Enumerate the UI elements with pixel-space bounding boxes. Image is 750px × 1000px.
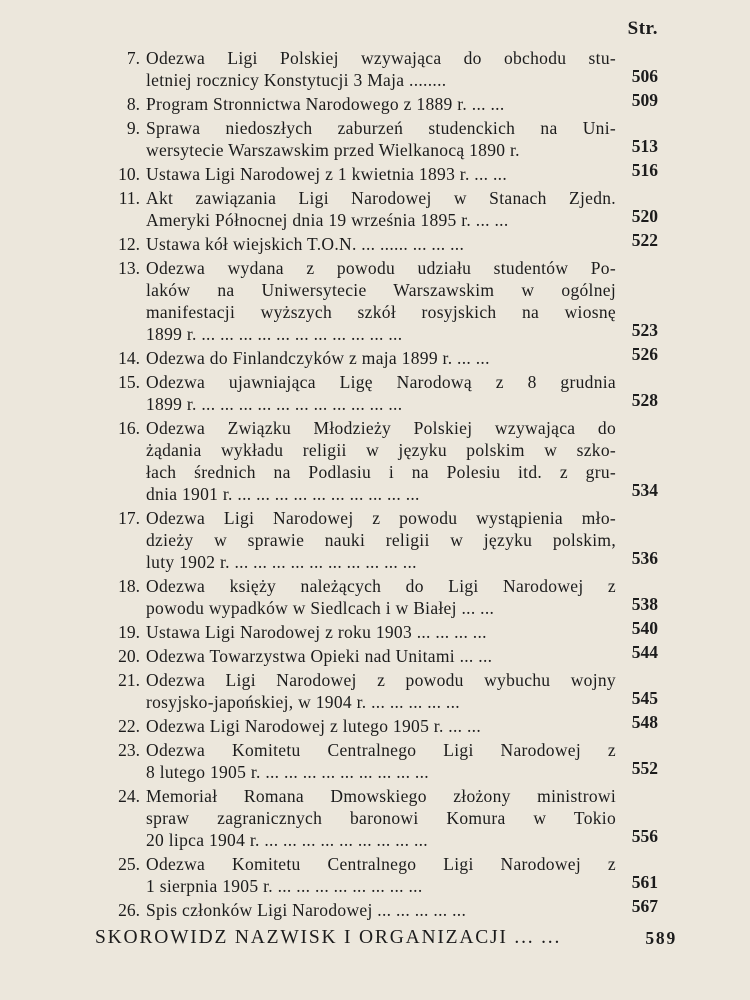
toc-entry-title — [146, 47, 616, 91]
toc-entry — [0, 669, 750, 713]
index-entry-page: 589 — [645, 928, 677, 948]
toc-entry-title — [146, 899, 616, 921]
toc-entry — [0, 117, 750, 161]
toc-entry-title — [146, 715, 616, 737]
toc-entry-line: 1899 r. ... ... ... ... ... ... ... ... ... ... ... — [146, 324, 403, 344]
toc-entry — [0, 618, 750, 643]
toc-entry-title — [146, 233, 616, 255]
toc-entry-line: Ustawa Ligi Narodowej z 1 kwietnia 1893 r. ... ... — [146, 164, 508, 184]
toc-entry-number: 17. — [118, 508, 140, 528]
toc-entry — [0, 712, 750, 737]
toc-entry-title — [146, 739, 616, 783]
toc-entry-line: 1899 r. ... ... ... ... ... ... ... ... ... ... ... — [146, 394, 403, 414]
toc-entry-line: Spis członków Ligi Narodowej ... ... ... ... ... — [146, 900, 467, 920]
toc-entry-line: manifestacji wyższych szkół rosyjskich na wiosnę — [146, 302, 616, 322]
toc-entry-page: 528 — [631, 390, 658, 410]
toc-entry-page: 552 — [631, 758, 658, 778]
toc-entry-line: Odezwa Komitetu Centralnego Ligi Narodowej z — [146, 740, 616, 760]
toc-entry-title — [146, 507, 616, 573]
toc-entry-line: Program Stronnictwa Narodowego z 1889 r. ... ... — [146, 94, 505, 114]
toc-entry-line: Odezwa Ligi Polskiej wzywająca do obchodu stu- — [146, 48, 616, 68]
toc-entry-number: 11. — [118, 188, 140, 208]
toc-entry — [0, 642, 750, 667]
toc-entry-number: 12. — [118, 234, 140, 254]
toc-entry-line: Ustawa Ligi Narodowej z roku 1903 ... ... ... ... — [146, 622, 487, 642]
toc-entry-line: Odezwa ujawniająca Ligę Narodową z 8 grudnia — [146, 372, 616, 392]
toc-entry-page: 522 — [631, 230, 658, 250]
toc-entry-line: wersytecie Warszawskim przed Wielkanocą 1890 r. — [146, 140, 520, 160]
toc-entry-line: Odezwa Ligi Narodowej z lutego 1905 r. ... ... — [146, 716, 482, 736]
toc-entry-page: 540 — [631, 618, 658, 638]
toc-entry-line: powodu wypadków w Siedlcach i w Białej ... ... — [146, 598, 495, 618]
toc-entry-title — [146, 117, 616, 161]
toc-entry — [0, 344, 750, 369]
toc-entry-number: 14. — [118, 348, 140, 368]
toc-entry-page: 523 — [631, 320, 658, 340]
toc-entry-title — [146, 575, 616, 619]
toc-entry-title — [146, 371, 616, 415]
toc-entry-line: letniej rocznicy Konstytucji 3 Maja ........ — [146, 70, 447, 90]
toc-entry-number: 7. — [126, 48, 140, 68]
toc-entry-number: 23. — [118, 740, 140, 760]
toc-entry-title — [146, 417, 616, 505]
toc-entry-page: 538 — [631, 594, 658, 614]
toc-entry — [0, 785, 750, 851]
toc-entry-line: Odezwa Towarzystwa Opieki nad Unitami ... ... — [146, 646, 493, 666]
toc-entry-page: 536 — [631, 548, 658, 568]
toc-entry-line: luty 1902 r. ... ... ... ... ... ... ... ... ... ... — [146, 552, 417, 572]
index-entry — [95, 927, 677, 949]
toc-entry-number: 22. — [118, 716, 140, 736]
toc-entry-line: 1 sierpnia 1905 r. ... ... ... ... ... ... ... ... — [146, 876, 423, 896]
toc-entry-line: 20 lipca 1904 r. ... ... ... ... ... ... ... ... ... — [146, 830, 428, 850]
toc-entry-page: 513 — [631, 136, 658, 156]
toc-entry-line: dnia 1901 r. ... ... ... ... ... ... ... ... ... ... — [146, 484, 420, 504]
toc-entry — [0, 739, 750, 783]
toc-entry — [0, 230, 750, 255]
toc-entry-title — [146, 347, 616, 369]
toc-entry-line: łach średnich na Podlasiu i na Polesiu itd. z gru- — [146, 462, 616, 482]
table-of-contents — [0, 47, 750, 923]
index-entry-label: SKOROWIDZ NAZWISK I ORGANIZACJI ... ... — [95, 927, 562, 948]
toc-entry-line: Odezwa do Finlandczyków z maja 1899 r. ... ... — [146, 348, 490, 368]
toc-entry-line: Odezwa Ligi Narodowej z powodu wystąpienia mło- — [146, 508, 616, 528]
toc-entry-page: 509 — [631, 90, 658, 110]
toc-entry — [0, 371, 750, 415]
toc-entry-page: 506 — [631, 66, 658, 86]
toc-entry-number: 25. — [118, 854, 140, 874]
toc-entry — [0, 257, 750, 345]
toc-entry — [0, 160, 750, 185]
toc-entry-line: Odezwa księży należących do Ligi Narodowej z — [146, 576, 616, 596]
toc-entry-number: 13. — [118, 258, 140, 278]
toc-entry-line: Odezwa Komitetu Centralnego Ligi Narodowej z — [146, 854, 616, 874]
toc-entry-number: 19. — [118, 622, 140, 642]
toc-entry-line: Memoriał Romana Dmowskiego złożony ministrowi — [146, 786, 616, 806]
toc-entry-line: laków na Uniwersytecie Warszawskim w ogólnej — [146, 280, 616, 300]
toc-entry — [0, 417, 750, 505]
toc-entry-line: spraw zagranicznych baronowi Komura w Tokio — [146, 808, 616, 828]
toc-entry-title — [146, 785, 616, 851]
toc-entry-title — [146, 257, 616, 345]
toc-entry-page: 561 — [631, 872, 658, 892]
toc-entry-page: 556 — [631, 826, 658, 846]
toc-entry-title — [146, 621, 616, 643]
toc-entry-number: 9. — [126, 118, 140, 138]
toc-entry-number: 21. — [118, 670, 140, 690]
toc-entry-line: dzieży w sprawie nauki religii w języku polskim, — [146, 530, 616, 550]
toc-entry — [0, 47, 750, 91]
page-column-header: Str. — [627, 18, 658, 39]
toc-entry-line: Odezwa Ligi Narodowej z powodu wybuchu wojny — [146, 670, 616, 690]
toc-entry — [0, 896, 750, 921]
toc-entry-line: Akt zawiązania Ligi Narodowej w Stanach Zjedn. — [146, 188, 616, 208]
toc-entry-number: 16. — [118, 418, 140, 438]
toc-entry — [0, 90, 750, 115]
toc-entry-line: rosyjsko-japońskiej, w 1904 r. ... ... ... ... ... — [146, 692, 460, 712]
toc-entry-page: 567 — [631, 896, 658, 916]
toc-entry-line: żądania wykładu religii w języku polskim w szko- — [146, 440, 616, 460]
toc-entry-number: 20. — [118, 646, 140, 666]
toc-entry-page: 520 — [631, 206, 658, 226]
toc-entry-number: 10. — [118, 164, 140, 184]
toc-entry-title — [146, 163, 616, 185]
toc-entry-page: 544 — [631, 642, 658, 662]
toc-entry-title — [146, 853, 616, 897]
toc-entry-line: 8 lutego 1905 r. ... ... ... ... ... ... ... ... ... — [146, 762, 429, 782]
toc-entry-title — [146, 645, 616, 667]
toc-entry-number: 18. — [118, 576, 140, 596]
toc-entry — [0, 575, 750, 619]
toc-entry-number: 24. — [118, 786, 140, 806]
toc-entry-page: 516 — [631, 160, 658, 180]
toc-entry — [0, 853, 750, 897]
toc-entry — [0, 507, 750, 573]
toc-entry-number: 15. — [118, 372, 140, 392]
toc-entry-page: 545 — [631, 688, 658, 708]
toc-entry-number: 26. — [118, 900, 140, 920]
toc-entry-title — [146, 93, 616, 115]
toc-entry-page: 548 — [631, 712, 658, 732]
toc-entry-line: Odezwa Związku Młodzieży Polskiej wzywająca do — [146, 418, 616, 438]
toc-entry-page: 534 — [631, 480, 658, 500]
toc-entry-title — [146, 669, 616, 713]
toc-entry — [0, 187, 750, 231]
toc-entry-page: 526 — [631, 344, 658, 364]
toc-entry-title — [146, 187, 616, 231]
toc-entry-line: Ameryki Północnej dnia 19 września 1895 r. ... ... — [146, 210, 509, 230]
toc-entry-line: Ustawa kół wiejskich T.O.N. ... ...... ... ... ... — [146, 234, 465, 254]
toc-entry-line: Odezwa wydana z powodu udziału studentów Po- — [146, 258, 616, 278]
toc-entry-number: 8. — [126, 94, 140, 114]
toc-entry-line: Sprawa niedoszłych zaburzeń studenckich na Uni- — [146, 118, 616, 138]
